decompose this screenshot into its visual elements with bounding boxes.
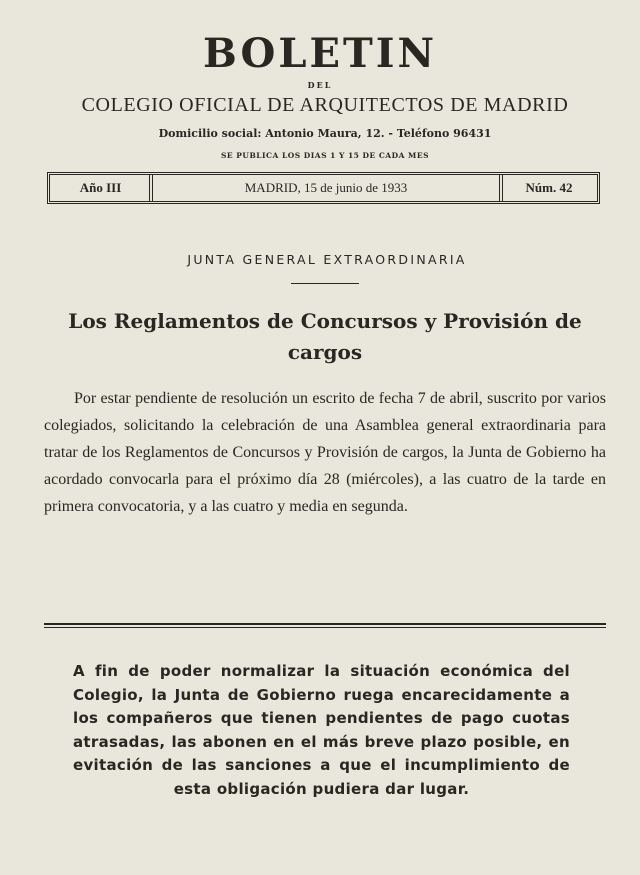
section-label: JUNTA GENERAL EXTRAORDINARIA: [187, 252, 467, 267]
article-headline: Los Reglamentos de Concursos y Provisión de cargos: [68, 309, 582, 364]
masthead-college: COLEGIO OFICIAL DE ARQUITECTOS DE MADRID: [81, 94, 569, 116]
masthead-schedule: SE PUBLICA LOS DIAS 1 Y 15 DE CADA MES: [221, 151, 429, 160]
masthead-del: DEL: [307, 80, 333, 90]
masthead-address: Domicilio social: Antonio Maura, 12. - Teléfono 96431: [158, 127, 492, 140]
divider: [291, 283, 359, 284]
issue-info-bar: [47, 172, 600, 204]
issue-number: Núm. 42: [525, 180, 573, 195]
masthead-title: BOLETIN: [202, 30, 438, 77]
issue-year: Año III: [79, 180, 122, 195]
notice-text: A fin de poder normalizar la situación económica del Colegio, la Junta de Gobierno ruega encarecidamente a los compañeros que tienen pendientes de pago cuotas atrasadas, las abonen en el más breve plazo posible, en evitación de las sanciones a que el incumplimiento de esta obligación pudiera dar lugar.: [73, 662, 570, 798]
article-body: Por estar pendiente de resolución un escrito de fecha 7 de abril, suscrito por varios colegiados, solicitando la celebración de una Asamblea general extraordinaria para tratar de los Reglamentos de Concursos y Provisión de cargos, la Junta de Gobierno ha acordado convocarla para el próximo día 28 (miércoles), a las cuatro de la tarde en primera convocatoria, y a las cuatro y media en segunda.: [44, 390, 606, 515]
issue-date: MADRID, 15 de junio de 1933: [244, 180, 408, 195]
divider: [44, 623, 606, 628]
